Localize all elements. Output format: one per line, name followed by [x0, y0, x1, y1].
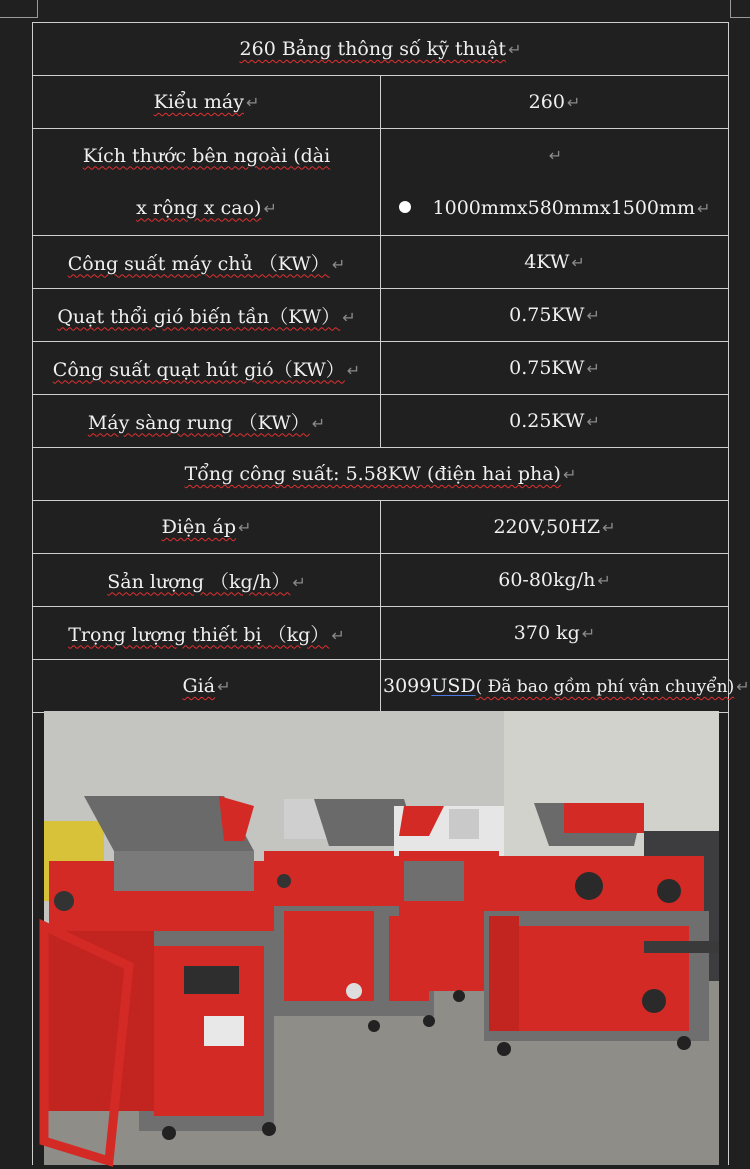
background-rail — [644, 941, 719, 953]
paragraph-mark: ↵ — [331, 625, 345, 645]
table-cell[interactable] — [381, 342, 729, 395]
cell-value: 60-80kg/h — [498, 569, 596, 591]
table-cell[interactable] — [33, 660, 381, 713]
table-row — [33, 129, 729, 236]
table-title[interactable] — [33, 23, 729, 76]
table-row — [33, 236, 729, 289]
table-cell[interactable] — [33, 129, 381, 236]
table-cell[interactable] — [381, 76, 729, 129]
cell-value: 1000mmx580mmx1500mm — [432, 197, 696, 219]
cell-value: 0.25KW — [509, 410, 585, 432]
paragraph-mark: ↵ — [508, 40, 522, 59]
table-cell[interactable] — [33, 342, 381, 395]
cell-value: 0.75KW — [509, 304, 585, 326]
machine-photo[interactable] — [44, 711, 719, 1165]
cell-label: Sản lượng （kg/h） — [107, 570, 291, 593]
paragraph-mark: ↵ — [581, 624, 596, 643]
paragraph-mark: ↵ — [571, 253, 585, 272]
table-row — [33, 607, 729, 660]
paragraph-mark: ↵ — [245, 93, 260, 112]
table-cell[interactable] — [33, 289, 381, 342]
table-cell[interactable] — [33, 236, 381, 289]
paragraph-mark: ↵ — [586, 306, 600, 325]
paragraph-mark: ↵ — [263, 198, 277, 218]
table-cell[interactable] — [33, 607, 381, 660]
spec-table — [32, 22, 750, 713]
table-cell[interactable] — [381, 607, 729, 660]
cell-label: Công suất máy chủ （KW） — [67, 252, 330, 275]
paragraph-mark: ↵ — [602, 518, 616, 537]
table-row — [33, 448, 729, 501]
cell-label: Trọng lượng thiết bị （kg） — [68, 623, 330, 646]
price-currency: USD — [431, 675, 476, 697]
table-row — [33, 554, 729, 607]
table-cell[interactable] — [381, 660, 750, 713]
bullet-icon — [399, 201, 411, 213]
machine-photo-drawing — [44, 711, 719, 1165]
paragraph-mark: ↵ — [331, 254, 346, 274]
table-cell[interactable] — [33, 395, 381, 448]
cell-label: Giá — [182, 675, 216, 697]
cell-label: x rộng x cao) — [136, 196, 262, 219]
paragraph-mark: ↵ — [548, 146, 563, 165]
paragraph-mark: ↵ — [697, 199, 711, 218]
cell-value: 220V,50HZ — [493, 516, 601, 538]
cell-label: Công suất quạt hút gió（KW） — [52, 358, 345, 381]
table-cell[interactable] — [381, 554, 729, 607]
cell-value: 4KW — [524, 251, 570, 273]
cell-value: 260 — [528, 91, 565, 113]
table-cell[interactable] — [33, 554, 381, 607]
cell-label: Máy sàng rung （KW） — [87, 411, 310, 434]
cell-value: 0.75KW — [509, 357, 585, 379]
price-amount: 3099 — [383, 675, 432, 697]
table-cell[interactable] — [381, 129, 729, 236]
table-cell[interactable] — [381, 395, 729, 448]
cell-label: Quạt thổi gió biến tần（KW） — [57, 305, 341, 328]
table-cell[interactable] — [381, 501, 729, 554]
table-row — [33, 23, 729, 76]
table-cell[interactable] — [33, 76, 381, 129]
paragraph-mark: ↵ — [292, 572, 306, 592]
paragraph-mark: ↵ — [562, 465, 577, 484]
table-cell[interactable] — [381, 289, 729, 342]
paragraph-mark: ↵ — [586, 359, 600, 378]
cell-label: Kích thước bên ngoài (dài — [82, 144, 331, 167]
paragraph-mark: ↵ — [217, 677, 231, 696]
cell-value: 370 kg — [513, 622, 580, 644]
table-cell[interactable] — [33, 501, 381, 554]
photo-cell — [32, 709, 729, 1165]
paragraph-mark: ↵ — [566, 93, 581, 112]
table-row — [33, 289, 729, 342]
paragraph-mark: ↵ — [346, 360, 361, 380]
table-cell[interactable] — [381, 236, 729, 289]
margin-corner-mark — [0, 0, 38, 18]
price-note: ( Đã bao gồm phí vận chuyển) — [475, 677, 735, 697]
paragraph-mark: ↵ — [238, 518, 252, 537]
table-cell[interactable] — [33, 448, 729, 501]
paragraph-mark: ↵ — [597, 571, 611, 590]
table-row — [33, 501, 729, 554]
table-row — [33, 342, 729, 395]
paragraph-mark: ↵ — [586, 412, 600, 431]
paragraph-mark: ↵ — [342, 307, 356, 327]
cell-label: Kiểu máy — [153, 91, 244, 113]
table-row — [33, 660, 729, 713]
paragraph-mark: ↵ — [311, 413, 326, 433]
cell-label: Điện áp — [161, 516, 237, 538]
margin-corner-mark — [730, 0, 750, 18]
table-row — [33, 76, 729, 129]
paragraph-mark: ↵ — [736, 677, 750, 696]
table-row — [33, 395, 729, 448]
cell-label: Tổng công suất: 5.58KW (điện hai pha) — [184, 463, 561, 485]
table-title-text: 260 Bảng thông số kỹ thuật — [239, 38, 507, 60]
